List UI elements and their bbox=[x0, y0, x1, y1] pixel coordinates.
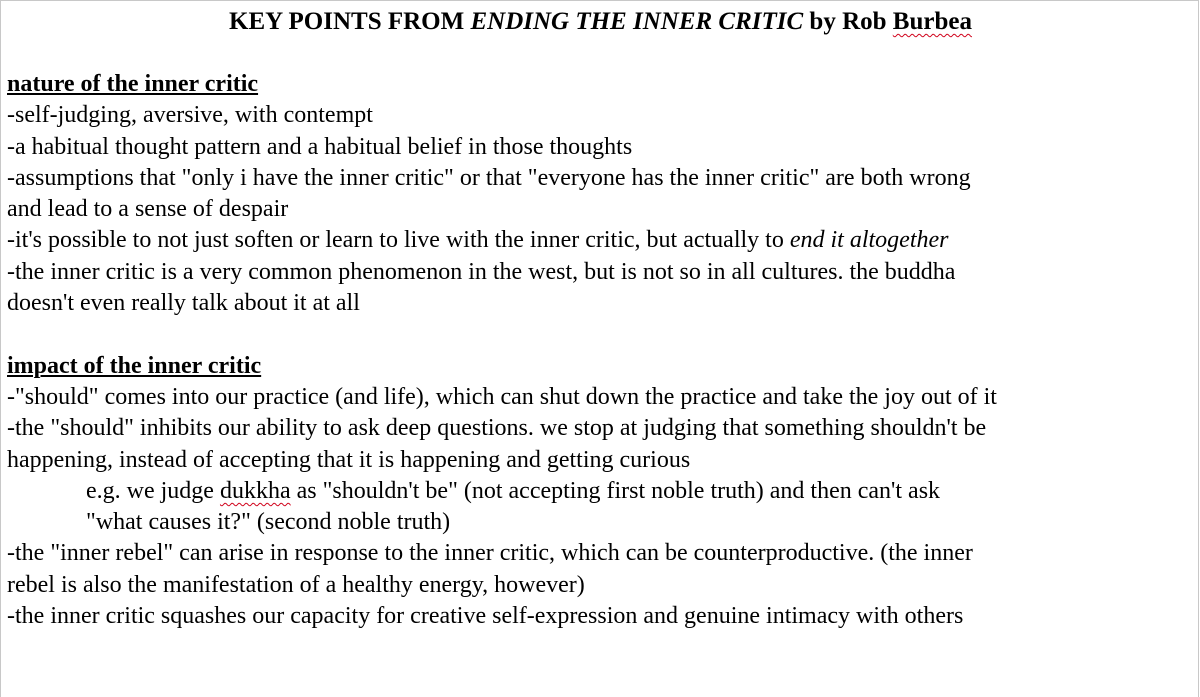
emphasis-text: end it altogether bbox=[789, 227, 949, 254]
text-line: -the inner critic is a very common phenomenon in the west, but is not so in all cultures. the buddha bbox=[7, 258, 956, 285]
text-line: -a habitual thought pattern and a habitual belief in those thoughts bbox=[7, 133, 633, 160]
text-line: -the "should" inhibits our ability to ask deep questions. we stop at judging that something shouldn't be bbox=[7, 415, 987, 442]
heading-text: nature of the inner critic bbox=[7, 71, 259, 97]
indented-text-line: "what causes it?" (second noble truth) bbox=[86, 509, 451, 536]
text-span: as "shouldn't be" (not accepting first noble truth) and then can't ask bbox=[290, 477, 941, 504]
title-by: by Rob bbox=[803, 8, 893, 35]
misspelled-word: dukkha bbox=[219, 477, 291, 504]
text-span: e.g. we judge bbox=[86, 477, 220, 504]
text-line: rebel is also the manifestation of a healthy energy, however) bbox=[7, 571, 585, 598]
title-book-name: ENDING THE INNER CRITIC bbox=[470, 8, 804, 35]
text-line bbox=[7, 225, 1197, 256]
paragraph-gap bbox=[7, 319, 1197, 350]
document-title bbox=[1, 7, 1200, 37]
text-line: and lead to a sense of despair bbox=[7, 196, 289, 223]
text-line: doesn't even really talk about it at all bbox=[7, 290, 360, 317]
text-span: -it's possible to not just soften or learn to live with the inner critic, but actually to bbox=[7, 227, 790, 254]
indented-text-line bbox=[7, 476, 1197, 507]
text-line: -self-judging, aversive, with contempt bbox=[7, 102, 373, 129]
text-line: happening, instead of accepting that it is happening and getting curious bbox=[7, 446, 691, 473]
text-line: -the "inner rebel" can arise in response to the inner critic, which can be counterproductive. (the inner bbox=[7, 540, 973, 567]
document-body[interactable] bbox=[7, 69, 1197, 632]
section-heading-impact bbox=[7, 351, 1197, 382]
title-prefix: KEY POINTS FROM bbox=[229, 8, 471, 35]
text-line: -the inner critic squashes our capacity for creative self-expression and genuine intimacy with others bbox=[7, 603, 964, 630]
title-author-last-name: Burbea bbox=[892, 8, 972, 35]
text-line: -"should" comes into our practice (and life), which can shut down the practice and take the joy out of it bbox=[7, 383, 997, 410]
text-line: -assumptions that "only i have the inner critic" or that "everyone has the inner critic" are both wrong bbox=[7, 164, 971, 191]
section-heading-nature bbox=[7, 69, 1197, 100]
heading-text: impact of the inner critic bbox=[7, 352, 262, 379]
